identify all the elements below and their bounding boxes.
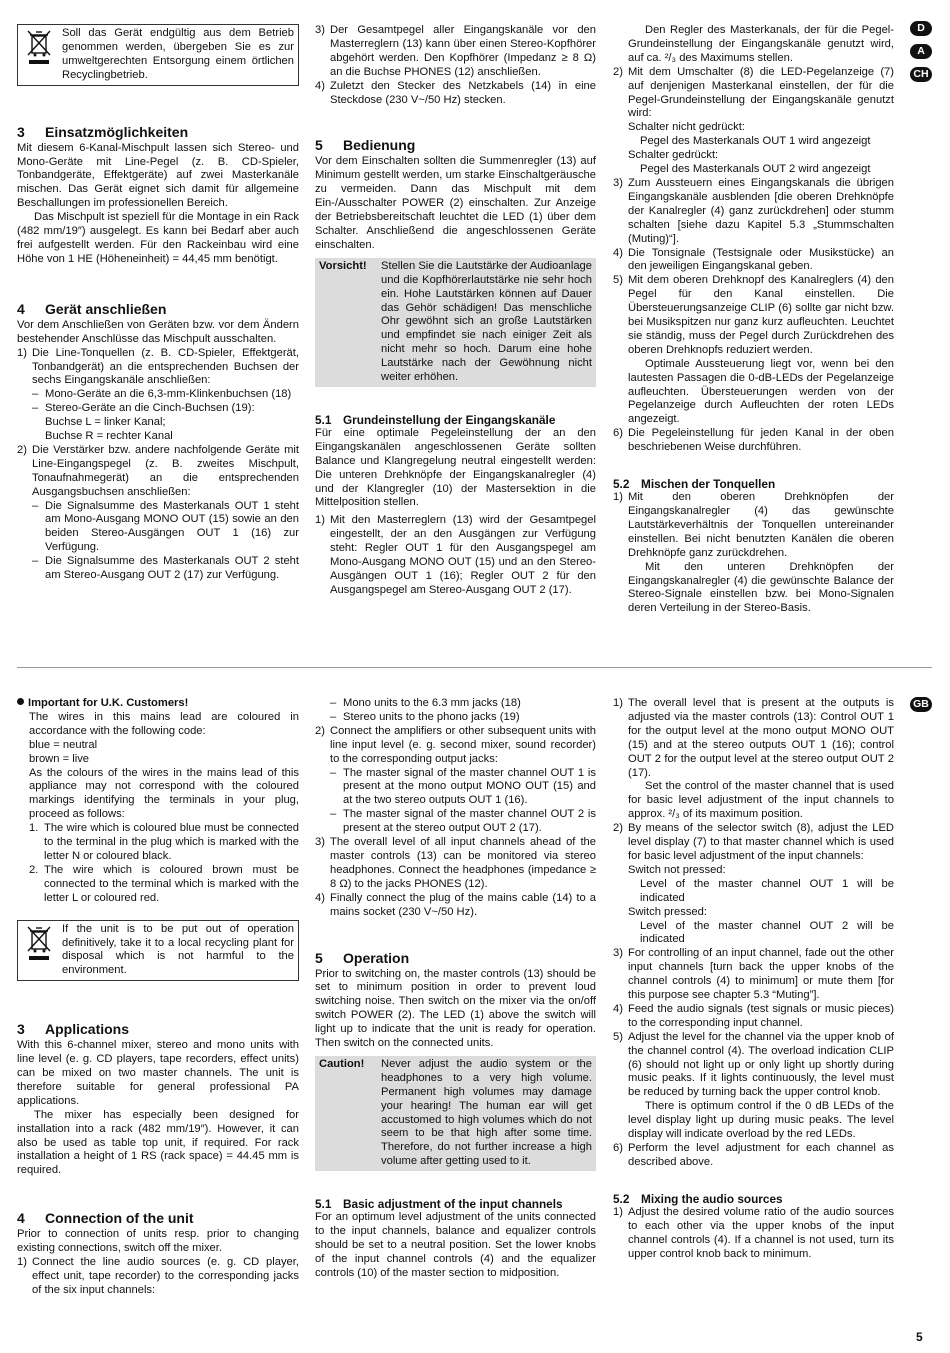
de-s4-intro: Vor dem Anschließen von Geräten bzw. vor dem Ändern bestehender Anschlüsse das Mischpult ausschalten. [17,318,299,345]
list-item: 6) Die Pegeleinstellung für jeden Kanal in der oben beschriebenen Weise durchführen. [613,427,894,454]
de-column-3 [613,24,894,616]
list-item: 3) Der Gesamtpegel aller Eingangskanäle vor den Masterreglern (13) kann über einen Stereo-Kopfhörer abgehört werden. Den Kopfhörer (Impedanz ≥ 8 Ω) an die Buchse PHONES (12) anschließen. [315,24,596,78]
list-item: 1) Mit den oberen Drehknöpfen der Eingangskanalregler (4) das gewünschte Lautstärkeverhältnis der Tonquellen untereinander einstellen. Bei nicht benutzten Kanälen die oberen Drehknöpfe ganz zurückdrehen. Mit den unteren Drehknöpfen der Eingangskanalregler (4) die gewünschte Balance der Stereo-Signale einstellen bzw. bei Mono-Signalen deren Verteilung in der Stereo-Basis. [613,491,894,615]
list-item: 2) Mit dem Umschalter (8) die LED-Pegelanzeige (7) auf denjenigen Masterkanal einstellen, der für die Pegel-Grundeinstellung der Eingangskanäle genutzt wird: Schalter nicht gedrückt: Pegel des Masterkanals OUT 1 wird angezeigt Schalter gedrückt: Pegel des Masterkanals OUT 2 wird angezeigt [613,65,894,176]
list-item: Den Regler des Masterkanals, der für die Pegel-Grundeinstellung der Eingangskanäle genutzt wird, auf ca. ²/₃ des Maximums stellen. [628,24,894,64]
uk-code-blue: blue = neutral [29,738,98,751]
en-s5-paragraph: Prior to switching on, the master controls (13) should be set to minimum position in order to prevent loud switching noise. Then switch on the mixer via the on/off switch POWER (2). The LED (1) above the switch will light up to indicate that the unit is ready for operation. Then switch on the connected units. [315,967,596,1050]
list-item: – Mono units to the 6.3 mm jacks (18) [330,697,521,709]
list-item: – The master signal of the master channel OUT 2 is present at the stereo output OUT 2 (17). [330,808,596,835]
uk-customers-notice [17,697,299,906]
de-section-5-2-heading: 5.2 Mischen der Tonquellen [613,477,776,492]
list-item: 2) Connect the amplifiers or other subsequent units with line input level (e. g. second mixer, sound recorder) to the corresponding output jacks: – The master signal of the master channel OUT 1 is present at the mono output MONO OUT (15) and at the two stereo outputs OUT 1 (16). – The master signal of the master channel OUT 2 is present at the stereo output OUT 2 (17). [315,724,596,835]
bullet-icon [17,698,24,705]
list-item: – Die Signalsumme des Masterkanals OUT 1 steht am Mono-Ausgang MONO OUT (15) sowie an den beiden Stereo-Ausgängen OUT 1 (16) zur Verfügung. [32,499,299,554]
list-item: 3) The overall level of all input channels ahead of the master controls (13) can be monitored via stereo headphones. Connect the headphones (impedance ≥ 8 Ω) to the jacks PHONES (12). [315,836,596,890]
en-recycling-text: If the unit is to be put out of operation definitively, take it to a local recycling plant for disposal which is not harmful to the environment. [62,922,294,977]
de-s5-paragraph: Vor dem Einschalten sollten die Summenregler (13) auf Minimum gestellt werden, um starke Einschaltgeräusche zu vermeiden. Dann das Mischpult mit dem Ein-/Ausschalter POWER (2) einschalten. Zur Anzeige der Betriebsbereitschaft leuchtet die LED (1) über dem Schalter. Anschließend die angeschlossenen Geräte einschalten. [315,155,596,251]
en-s3-paragraph-2: The mixer has especially been designed for installation into a rack (482 mm/19″). However, it can also be used as table top unit, if required. For rack installation a height of 1 RS (rack space) = 44.45 mm is required. [17,1108,299,1177]
list-item: 2) By means of the selector switch (8), adjust the LED level display (7) to that master channel which is used for basic level adjustment of the input channels: Switch not pressed: Level of the master channel OUT 1 will be indicated Switch pressed: Level of the master channel OUT 2 will be indicated [613,822,894,946]
list-item: 1. The wire which is coloured blue must be connected to the terminal in the plug which is marked with the letter N or coloured black. [29,822,299,862]
de-s51-paragraph: Für eine optimale Pegeleinstellung der an den Eingangskanälen angeschlossenen Geräte sollten Balance und Klangregelung neutral eingestellt werden: Die unteren Drehknöpfe der Eingangskanalregler (4) und der Klangregler (10) der Mastersektion in die Mittelposition stellen. [315,426,596,509]
list-item: 3) Zum Aussteuern eines Eingangskanals die übrigen Eingangskanäle ausblenden [die oberen Drehknöpfe der Kanalregler (4) ganz zurückdrehen] oder stumm schalten [siehe dazu Kapitel 5.3 „Stummschalten (Muting)“]. [613,176,894,245]
en-section-3-heading: 3 Applications [17,1021,130,1038]
list-item: 6) Perform the level adjustment for each channel as described above. [613,1142,894,1168]
page-number: 5 [916,1330,923,1344]
uk-notice-title: Important for U.K. Customers! [17,697,299,711]
crossed-bin-icon [18,25,60,65]
list-item: – Mono-Geräte an die 6,3-mm-Klinkenbuchsen (18) [32,388,292,401]
list-item: 3) For controlling of an input channel, fade out the other input channels [turn back the upper knobs of the channel controls (4) to minimum] or mute them [for this purpose see chapter 5.3 “Muting”]. [613,947,894,1002]
list-item: 1) Die Line-Tonquellen (z. B. CD-Spieler, Effektgerät, Tonbandgerät) an die entsprechenden Buchsen der sechs Eingangskanäle anschließen: – Mono-Geräte an die 6,3-mm-Klinkenbuchsen (18) – Stereo-Geräte an die Cinch-Buchsen (19): Buchse L = linker Kanal; Buchse R = rechter Kanal [17,346,299,443]
de-caution-box [315,258,596,387]
en-column-3 [613,697,894,1261]
list-item: 5) Mit dem oberen Drehknopf des Kanalreglers (4) den Pegel für den Kanal einstellen. Die Übersteuerungsanzeige CLIP (6) sollte gar nicht bzw. bei Musikspitzen nur ganz kurz aufleuchten. Leuchtet sie ständig, muss der Pegel durch Zurückdrehen des oberen Drehknopfs reduziert werden. Optimale Aussteuerung liegt vor, wenn bei den lautesten Passagen die 0-dB-LEDs der Pegelanzeige aufleuchten. Übersteuerungen werden von der Pegelanzeige durch Aufleuchten der roten LEDs angezeigt. [613,274,894,426]
list-item: 1) Connect the line audio sources (e. g. CD player, effect unit, tape recorder) to the corresponding jacks of the six input channels: [17,1256,299,1296]
de-section-4-heading: 4 Gerät anschließen [17,300,167,317]
de-s3-paragraph-1: Mit diesem 6-Kanal-Mischpult lassen sich Stereo- und Mono-Geräte mit Line-Pegel (z. B. CD-Spieler, Tonbandgeräte, Effektgeräte) auf zwei Masterkanäle mischen. Das Gerät eignet sich damit für allgemeine Beschallungen im professionellen Bereich. [17,141,299,210]
list-item: 4) Die Tonsignale (Testsignale oder Musikstücke) an den jeweiligen Eingangskanal geben. [613,246,894,273]
de-column-1 [17,24,299,583]
de-recycling-notice [17,24,299,86]
en-section-5-heading: 5 Operation [315,949,410,966]
en-recycling-notice [17,920,299,982]
en-section-5-1-heading: 5.1 Basic adjustment of the input channels [315,1197,563,1212]
en-section-4-heading: 4 Connection of the unit [17,1210,194,1227]
en-caution-box [315,1056,596,1171]
language-badge-a: A [910,44,932,59]
list-item: – Die Signalsumme des Masterkanals OUT 2 steht am Stereo-Ausgang OUT 2 (17) zur Verfügung. [32,555,299,582]
en-section-5-2-heading: 5.2 Mixing the audio sources [613,1191,783,1206]
de-recycling-text: Soll das Gerät endgültig aus dem Betrieb genommen werden, übergeben Sie es zur umweltgerechten Entsorgung einem örtlichen Recyclingbetrieb. [62,27,294,81]
en-column-2 [315,697,596,1281]
de-caution-text: Stellen Sie die Lautstärke der Audioanlage und die Kopfhörerlautstärke nie sehr hoch ein. Hohe Lautstärken können auf Dauer das Gehör schädigen! Das menschliche Ohr gewöhnt sich an große Lautstärken und empfindet sie nach einiger Zeit als nicht mehr so hoch. Darum eine hohe Lautstärke nach der Gewöhnung nicht weiter erhöhen. [381,259,592,384]
list-item: – The master signal of the master channel OUT 1 is present at the mono output MONO OUT (15) and at the two stereo outputs OUT 1 (16). [330,766,596,807]
list-item: 4) Feed the audio signals (test signals or music pieces) to the corresponding input channel. [613,1002,894,1029]
uk-notice-text: As the colours of the wires in the mains lead of this appliance may not correspond with the coloured markings identifying the terminals in your plug, proceed as follows: [29,766,299,821]
de-column-2 [315,24,596,598]
crossed-bin-icon [18,921,60,961]
list-item: – Stereo-Geräte an die Cinch-Buchsen (19): Buchse L = linker Kanal; Buchse R = rechter Kanal [32,402,255,443]
en-s51-paragraph: For an optimum level adjustment of the units connected to the input channels, balance and equalizer controls should be set to a neutral position. Set the lower knobs of the input channel controls (4) and the equalizer controls (10) of the master section to midposition. [315,1211,596,1279]
language-badge-ch: CH [910,67,932,82]
list-item: 5) Adjust the level for the channel via the upper knob of the channel control (4). The overload indication CLIP (6) should not light up or only light up shortly during music peaks. If it lights continuously, the level must be reduced by turning back the upper control knob. There is optimum control if the 0 dB LEDs of the level display light up during music peaks. The level display will indicate overload by the red LEDs. [613,1030,894,1141]
language-badge-d: D [910,21,932,36]
list-item: 4) Zuletzt den Stecker des Netzkabels (14) in eine Steckdose (230 V~/50 Hz) stecken. [315,79,596,106]
en-s4-intro: Prior to connection of units resp. prior to changing existing connections, switch off the mixer. [17,1228,299,1255]
language-divider [17,667,932,668]
list-item: – Stereo units to the phono jacks (19) [330,710,520,723]
en-caution-text: Never adjust the audio system or the headphones to a very high volume. Permanent high volumes may damage your hearing! The human ear will get accustomed to high volumes which do not seem to be that high after some time. Therefore, do not further increase a high volume after getting used to it. [381,1057,592,1168]
language-badge-gb: GB [910,697,932,712]
uk-notice-text: The wires in this mains lead are coloured in accordance with the following code: [29,710,299,737]
list-item: 4) Finally connect the plug of the mains cable (14) to a mains socket (230 V~/50 Hz). [315,891,596,918]
en-column-1 [17,697,299,1298]
en-s3-paragraph-1: With this 6-channel mixer, stereo and mono units with line level (e. g. CD players, tape recorders, effect units) can be mixed on two master channels. The unit is therefore suitable for general professional PA applications. [17,1039,299,1107]
list-item: 1) The overall level that is present at the outputs is adjusted via the master controls (13): Control OUT 1 for the output level at the mono output MONO OUT (15) and at the stereo outputs OUT 1 (16); control OUT 2 for the output level at the stereo output OUT 2 (17). Set the control of the master channel that is used for basic level adjustment of the input channels to approx. ²/₃ of its maximum position. [613,697,894,821]
de-caution-label: Vorsicht! [319,259,367,272]
list-item [315,697,596,725]
list-item: 1) Mit den Masterreglern (13) wird der Gesamtpegel eingestellt, der an den Ausgängen zur Verfügung steht: Regler OUT 1 für den Ausgangspegel am Mono-Ausgang MONO OUT (15) und an den Stereo-Ausgängen OUT 1 (16); Regler OUT 2 für den Ausgangspegel am Stereo-Ausgang OUT 2 (17). [315,514,596,596]
de-section-3-heading: 3 Einsatzmöglichkeiten [17,123,189,140]
en-caution-label: Caution! [319,1057,365,1070]
list-item: 2. The wire which is coloured brown must be connected to the terminal which is marked with the letter L or coloured red. [29,863,299,904]
uk-code-brown: brown = live [29,752,90,765]
list-item: 1) Adjust the desired volume ratio of the audio sources to each other via the upper knobs of the input channel controls (4). If a channel is not used, turn its upper control knob back to minimum. [613,1205,894,1260]
list-item: 2) Die Verstärker bzw. andere nachfolgende Geräte mit Line-Eingangspegel (z. B. zweites Mischpult, Tonaufnahmegerät) an die entsprechenden Ausgangsbuchsen anschließen: – Die Signalsumme des Masterkanals OUT 1 steht am Mono-Ausgang MONO OUT (15) sowie an den beiden Stereo-Ausgängen OUT 1 (16) zur Verfügung. – Die Signalsumme des Masterkanals OUT 2 steht am Stereo-Ausgang OUT 2 (17) zur Verfügung. [17,443,299,582]
de-section-5-1-heading: 5.1 Grundeinstellung der Eingangskanäle [315,412,556,427]
de-s3-paragraph-2: Das Mischpult ist speziell für die Montage in ein Rack (482 mm/19″) ausgelegt. Es kann bei Bedarf aber auch frei aufgestellt werden. Für den Rackeinbau wird eine Höhe von 1 HE (Höheneinheit) = 44,45 mm benötigt. [17,211,299,265]
de-section-5-heading: 5 Bedienung [315,137,416,154]
